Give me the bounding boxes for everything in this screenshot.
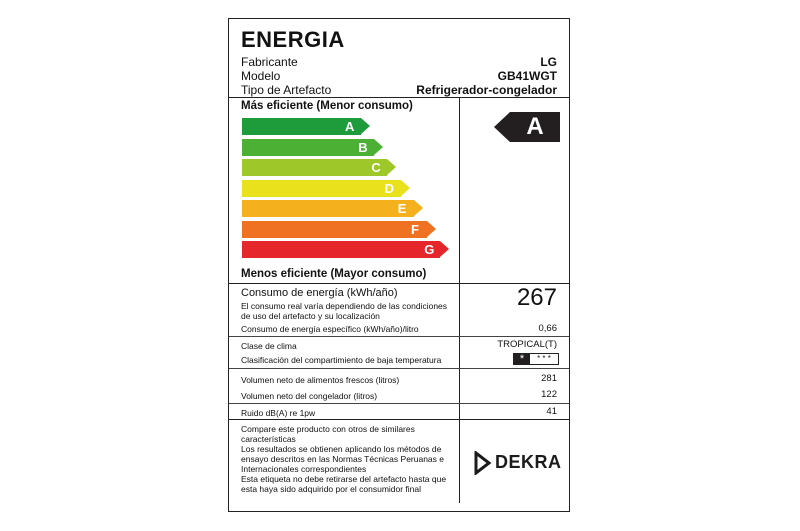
rating-arrow (494, 112, 560, 142)
manufacturer-key: Fabricante (241, 55, 298, 69)
appliance-type-value: Refrigerador-congelador (416, 83, 557, 97)
consumption-note: El consumo real varía dependiendo de las condiciones de uso del artefacto y su localización (241, 301, 448, 321)
energy-class-letter: E (397, 201, 407, 216)
energy-class-bar-f (242, 221, 436, 238)
energy-class-letter: A (345, 119, 355, 134)
model-value: GB41WGT (497, 69, 557, 83)
energy-class-bar-a (242, 118, 370, 135)
energy-label (228, 18, 570, 512)
energy-class-bar-e (242, 200, 423, 217)
climate-class-label: Clase de clima (241, 341, 297, 351)
low-temp-class-label: Clasificación del compartimiento de baja temperatura (241, 355, 442, 365)
footer-text: Compare este producto con otros de similares características Los resultados se obtienen aplicando los métodos de ensayo descritos en las Normas Técnicas Peruanas e Internacionales correspondientes Esta etiqueta no debe retirarse del artefacto hasta que esta haya sido adquirido por el consumidor final (241, 424, 447, 494)
climate-class-value: TROPICAL(T) (497, 339, 557, 350)
dekra-logo (473, 451, 565, 475)
star-icon-filled: * (514, 354, 530, 364)
noise-label: Ruido dB(A) re 1pw (241, 408, 316, 418)
label-title: ENERGIA (241, 27, 345, 52)
divider (229, 403, 569, 404)
freezer-volume-label: Volumen neto del congelador (litros) (241, 391, 378, 401)
dekra-logo-icon (473, 451, 493, 475)
scale-top-label: Más eficiente (Menor consumo) (241, 100, 413, 112)
appliance-type-key: Tipo de Artefacto (241, 83, 332, 97)
specific-consumption-label: Consumo de energía específico (kWh/año)/litro (241, 324, 419, 334)
consumption-label: Consumo de energía (kWh/año) (241, 287, 398, 299)
manufacturer-value: LG (540, 55, 557, 69)
scale-bottom-label: Menos eficiente (Mayor consumo) (241, 268, 427, 280)
rating-letter: A (526, 113, 544, 140)
energy-class-letter: B (358, 139, 368, 155)
energy-class-bar-c (242, 159, 396, 176)
dekra-logo-text: DEKRA (495, 452, 562, 472)
energy-class-bar-g (242, 241, 449, 258)
noise-value: 41 (546, 406, 557, 417)
energy-class-letter: C (371, 160, 381, 175)
freezer-volume-value: 122 (541, 389, 557, 400)
energy-class-letter: F (411, 221, 419, 237)
divider (229, 419, 569, 420)
divider (229, 97, 569, 98)
freezer-star-rating (513, 353, 559, 365)
energy-class-bar-b (242, 139, 383, 156)
fresh-volume-value: 281 (541, 373, 557, 384)
fresh-volume-label: Volumen neto de alimentos frescos (litros) (241, 375, 400, 385)
divider (229, 336, 569, 337)
star-icons-empty: * * * (537, 354, 551, 363)
column-divider (459, 97, 460, 503)
divider (229, 368, 569, 369)
specific-consumption-value: 0,66 (538, 323, 557, 334)
consumption-value: 267 (516, 284, 557, 311)
energy-class-bar-d (242, 180, 410, 197)
model-key: Modelo (241, 69, 281, 83)
energy-class-letter: D (384, 180, 394, 196)
energy-class-letter: G (424, 242, 435, 257)
